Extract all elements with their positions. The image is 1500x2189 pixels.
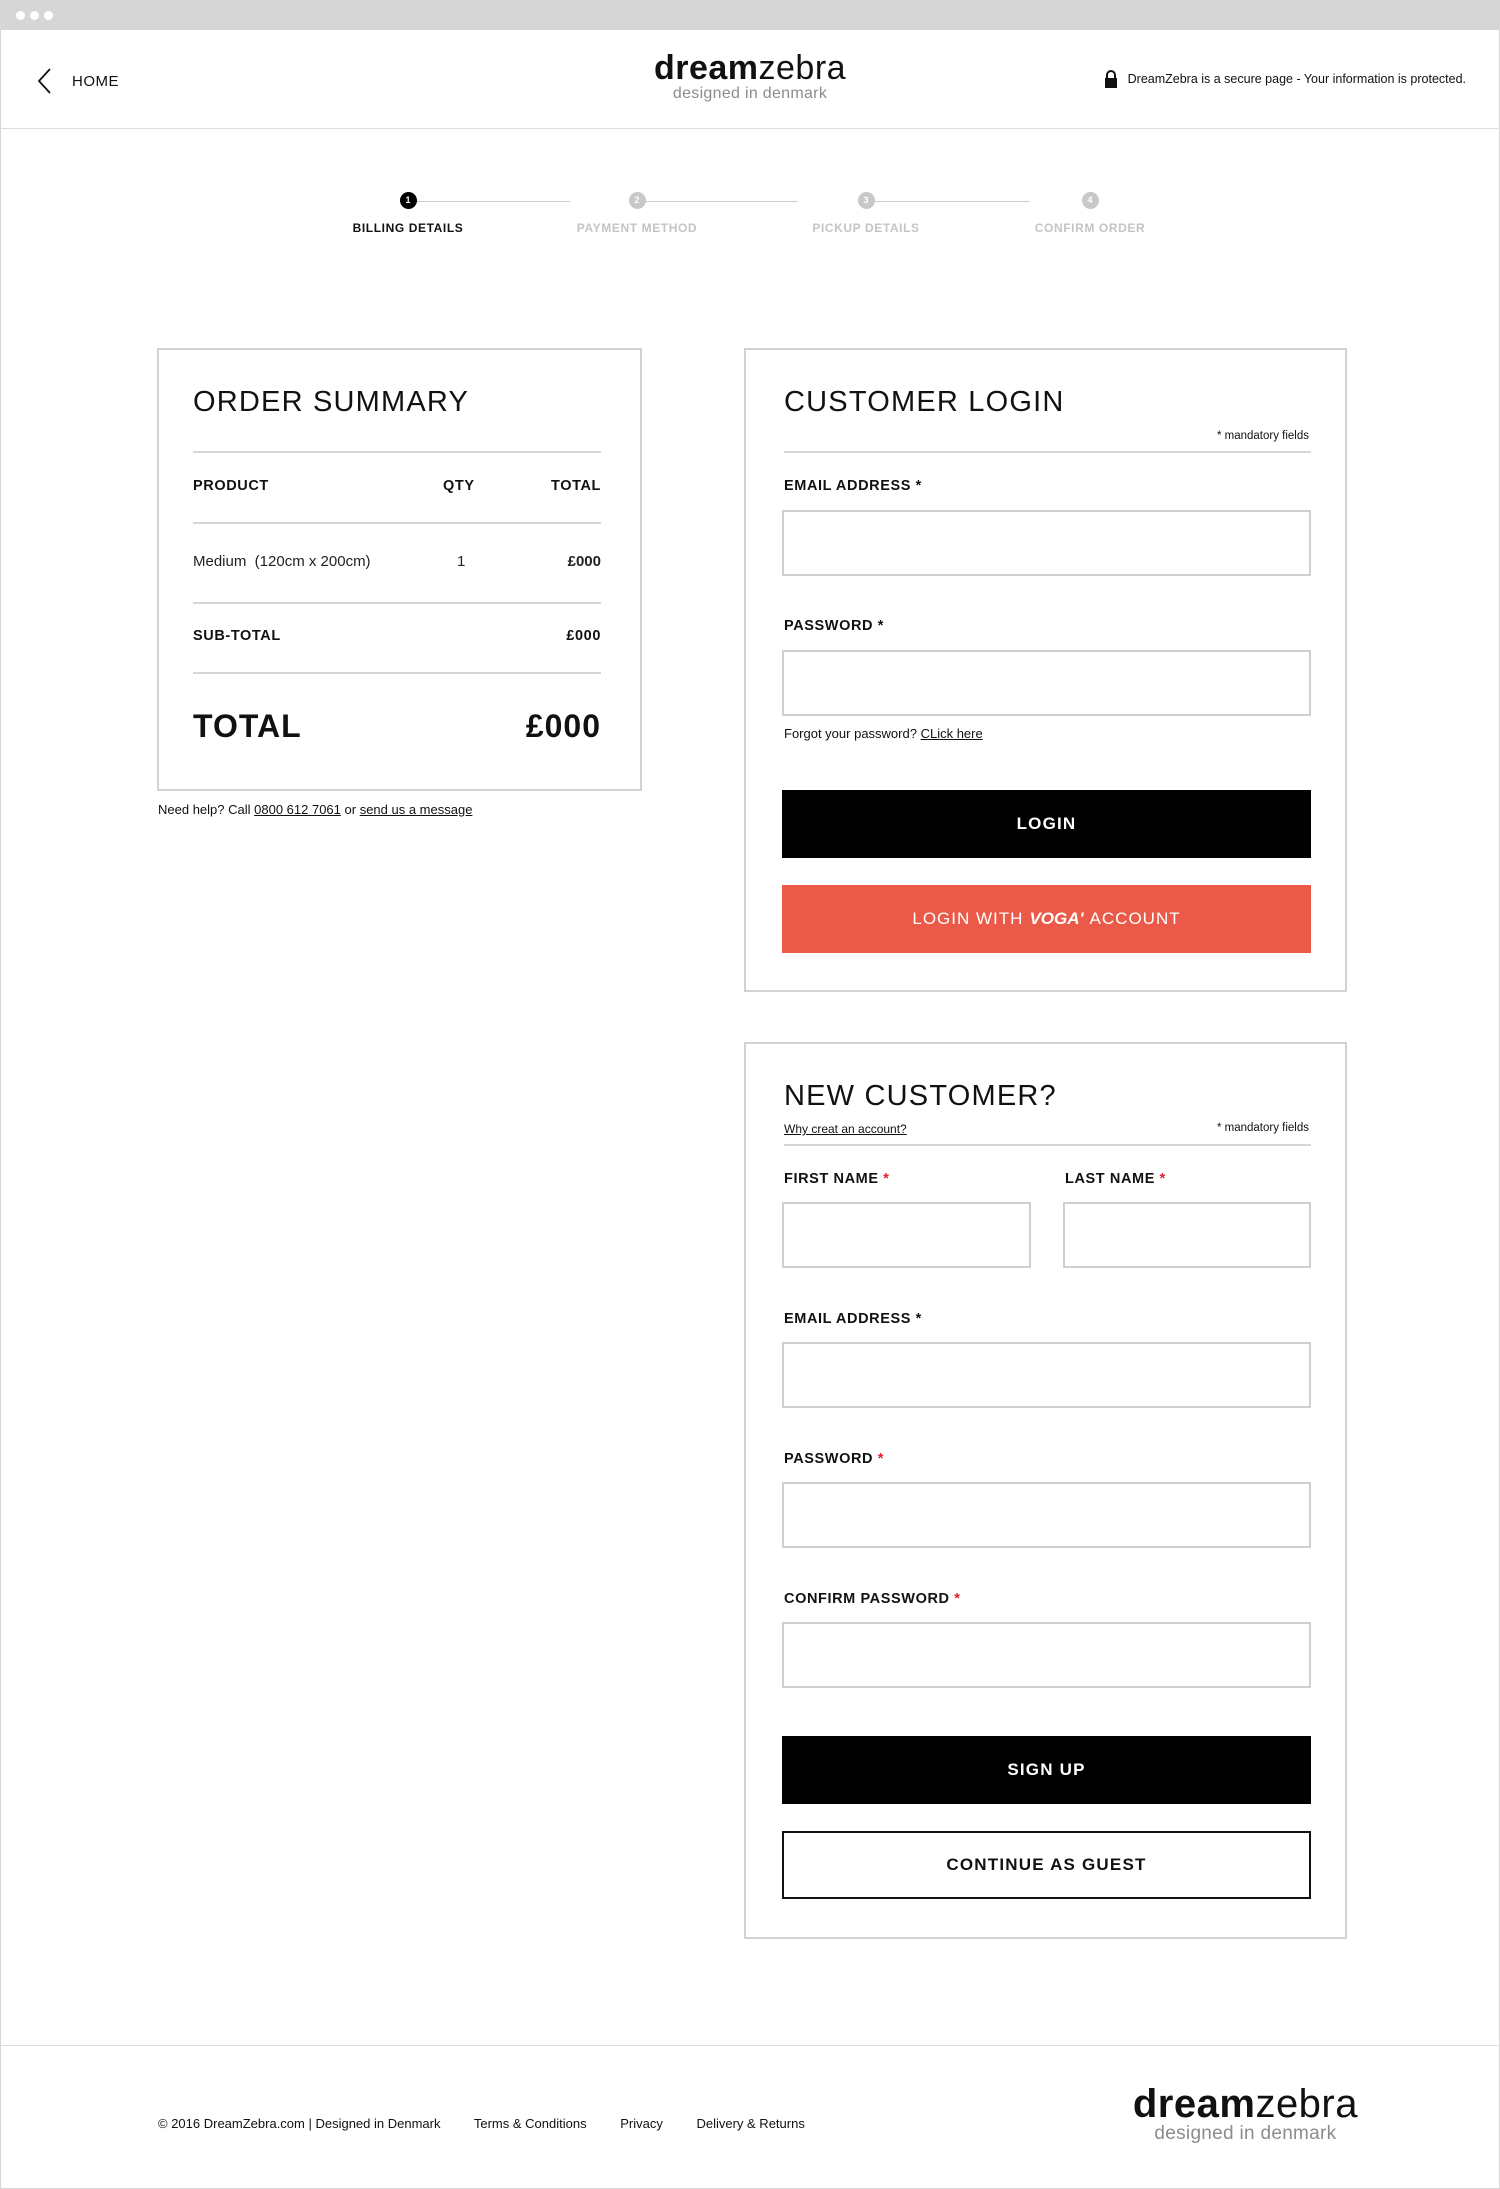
subtotal-value: £000 [566,628,601,644]
continue-as-guest-button[interactable]: CONTINUE AS GUEST [782,1831,1311,1899]
order-summary-card [157,348,642,791]
login-with-voga-button[interactable] [782,885,1311,953]
item-total: £000 [567,553,601,570]
logo-tagline: designed in denmark [672,85,828,102]
first-name-input[interactable] [782,1202,1031,1268]
col-qty-header: QTY [443,478,475,494]
new-customer-title: NEW CUSTOMER? [784,1080,1057,1112]
step-billing-details [328,188,488,235]
footer-logo[interactable] [1133,2084,1358,2144]
confirm-password-label [784,1591,961,1607]
login-email-input[interactable] [782,510,1311,576]
signup-password-label [784,1451,884,1467]
help-text [158,802,472,817]
email-label: EMAIL ADDRESS * [784,478,922,494]
site-footer [0,2045,1500,2189]
order-summary-title: ORDER SUMMARY [193,386,470,418]
divider [784,451,1311,453]
home-label: HOME [72,72,119,90]
last-name-input[interactable] [1063,1202,1311,1268]
lock-icon [1104,70,1118,88]
window-dot-icon [30,11,39,20]
logo-bold-text: dream [653,49,759,87]
footer-logo-tagline: designed in denmark [1154,2123,1337,2144]
checkout-progress [340,188,1160,248]
step-number: 1 [400,192,417,209]
divider [193,672,601,674]
password-label: PASSWORD * [784,618,884,634]
required-mark: * [883,1171,890,1187]
voga-prefix: LOGIN WITH [912,909,1024,928]
step-pickup-details [786,188,946,235]
divider [193,522,601,524]
mandatory-note: * mandatory fields [1216,1122,1309,1134]
step-number: 2 [629,192,646,209]
password-label-text: PASSWORD [784,1451,874,1467]
customer-login-card [744,348,1347,992]
voga-brand: VOGA' [1029,909,1084,928]
step-label: BILLING DETAILS [352,221,464,235]
step-number: 3 [858,192,875,209]
secure-notice [1104,70,1466,88]
confirm-password-input[interactable] [782,1622,1311,1688]
login-button[interactable]: LOGIN [782,790,1311,858]
col-product-header: PRODUCT [193,478,269,494]
forgot-prefix: Forgot your password? [784,726,921,741]
step-label: PICKUP DETAILS [812,221,920,235]
send-message-link[interactable]: send us a message [359,802,473,817]
subtotal-label: SUB-TOTAL [193,628,281,644]
col-total-header: TOTAL [551,478,601,494]
total-value: £000 [525,708,601,744]
first-name-label-text: FIRST NAME [784,1171,879,1187]
delivery-returns-link[interactable]: Delivery & Returns [696,2116,805,2131]
help-middle: or [340,802,360,817]
signup-email-input[interactable] [782,1342,1311,1408]
footer-logo-light: zebra [1255,2082,1358,2126]
secure-text: DreamZebra is a secure page - Your information is protected. [1127,72,1466,86]
last-name-label-text: LAST NAME [1065,1171,1155,1187]
customer-login-title: CUSTOMER LOGIN [784,386,1065,418]
window-dot-icon [16,11,25,20]
forgot-password-line [784,726,983,741]
site-header [0,30,1500,129]
confirm-password-label-text: CONFIRM PASSWORD [784,1591,950,1607]
step-label: PAYMENT METHOD [576,221,698,235]
window-dot-icon [44,11,53,20]
total-label: TOTAL [193,708,302,744]
sign-up-button[interactable]: SIGN UP [782,1736,1311,1804]
footer-logo-bold: dream [1132,2082,1256,2126]
step-label: CONFIRM ORDER [1034,221,1146,235]
login-password-input[interactable] [782,650,1311,716]
step-confirm-order [1010,188,1170,235]
step-payment-method [557,188,717,235]
required-mark: * [1159,1171,1166,1187]
required-mark: * [954,1591,961,1607]
copyright-text: © 2016 DreamZebra.com | Designed in Denmark [158,2116,441,2131]
item-name: Medium (120cm x 200cm) [193,553,371,570]
divider [193,451,601,453]
footer-links [158,2116,835,2131]
help-prefix: Need help? Call [158,802,255,817]
step-number: 4 [1082,192,1099,209]
last-name-label [1065,1171,1166,1187]
voga-suffix: ACCOUNT [1089,909,1181,928]
divider [784,1144,1311,1146]
why-create-account-link[interactable]: Why creat an account? [784,1122,907,1136]
privacy-link[interactable]: Privacy [620,2116,663,2131]
mandatory-note: * mandatory fields [1216,430,1309,442]
logo-light-text: zebra [758,49,847,87]
signup-email-label: EMAIL ADDRESS * [784,1311,922,1327]
divider [193,602,601,604]
new-customer-card [744,1042,1347,1939]
first-name-label [784,1171,890,1187]
terms-link[interactable]: Terms & Conditions [473,2116,587,2131]
phone-link[interactable]: 0800 612 7061 [254,802,341,817]
required-mark: * [877,1451,885,1467]
browser-chrome [0,0,1500,30]
forgot-password-link[interactable]: CLick here [920,726,983,741]
signup-password-input[interactable] [782,1482,1311,1548]
item-qty: 1 [457,553,466,570]
